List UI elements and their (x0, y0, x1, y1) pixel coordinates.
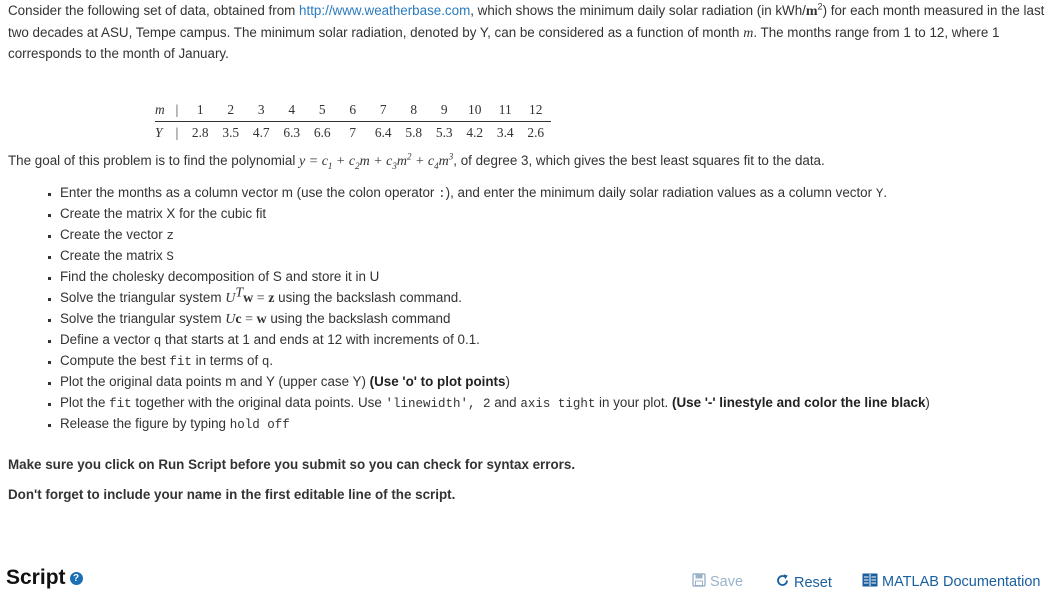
save-icon (692, 573, 706, 591)
intro-text-4: . The months range from 1 to 12, where 1 corresponds to the month of January. (8, 24, 1000, 61)
table-cell: 5.3 (435, 125, 453, 140)
table-cell: 3.4 (496, 125, 514, 140)
table-cell: 7 (368, 99, 399, 122)
help-icon[interactable]: ? (70, 572, 83, 585)
table-cell: 4.7 (252, 125, 270, 140)
list-item: ▪ Solve the triangular system UTw = z using the backslash command. (60, 287, 930, 308)
table-cell: 8 (399, 99, 430, 122)
reset-label: Reset (794, 574, 832, 591)
table-cell: 11 (490, 99, 521, 122)
table-cell: 2.8 (191, 125, 209, 140)
list-item: ▪ Plot the original data points m and Y (upper case Y) (Use 'o' to plot points) (60, 371, 930, 392)
goal-text-before: The goal of this problem is to find the polynomial (8, 153, 300, 168)
goal-sentence (8, 150, 825, 177)
table-row-values (155, 122, 551, 145)
intro-paragraph (8, 1, 1048, 65)
intro-text-1: Consider the following set of data, obtained from (8, 3, 300, 18)
documentation-label: MATLAB Documentation (882, 574, 1041, 590)
list-item: ▪ Release the figure by typing hold off (60, 413, 930, 434)
list-item: ▪ Solve the triangular system Uc = w using the backslash command (60, 308, 930, 329)
list-item: ▪ Plot the fit together with the original data points. Use 'linewidth', 2 and axis tight in your plot. (Use '-' linestyle and color the line black) (60, 392, 930, 413)
table-cell: 3.5 (222, 125, 240, 140)
matlab-documentation-link[interactable] (862, 573, 1041, 591)
table-cell: 2 (216, 99, 247, 122)
intro-text-3: ) for each month measured in the last two decades at ASU, Tempe campus. The minimum solar radiation, denoted by Y, can be considered as a function of month (8, 3, 1045, 40)
row-label-m: m (155, 99, 169, 122)
table-cell: 6.4 (374, 125, 392, 140)
unit-m: m (805, 4, 818, 19)
row-separator: | (169, 99, 185, 122)
table-cell: 5 (307, 99, 338, 122)
list-item: ▪ Compute the best fit in terms of q. (60, 350, 930, 371)
reset-button[interactable] (775, 573, 832, 592)
unit-exponent: 2 (817, 1, 823, 12)
refresh-icon (775, 573, 790, 592)
script-header (0, 560, 1053, 600)
data-table (155, 99, 551, 144)
table-cell: 3 (246, 99, 277, 122)
intro-text-2: , which shows the minimum daily solar radiation (in kWh/ (470, 3, 806, 18)
goal-text-after: , of degree 3, which gives the best least squares fit to the data. (453, 153, 825, 168)
name-note: Don't forget to include your name in the first editable line of the script. (8, 487, 456, 502)
list-item: ▪ Create the matrix S (60, 245, 930, 266)
data-table-wrapper (155, 99, 551, 144)
script-title: Script ? (6, 566, 83, 590)
table-cell: 6.3 (283, 125, 301, 140)
table-cell: 6.6 (313, 125, 331, 140)
table-cell: 1 (185, 99, 216, 122)
table-cell: 4.2 (466, 125, 484, 140)
list-item: ▪ Enter the months as a column vector m (use the colon operator :), and enter the minimum daily solar radiation values as a column vector Y. (60, 182, 930, 203)
list-item: ▪ Find the cholesky decomposition of S and store it in U (60, 266, 930, 287)
task-list (42, 182, 930, 434)
table-cell: 10 (460, 99, 491, 122)
polynomial-equation: $y = c_1 + c_2m + c_3m^2 + c_4m^3$ (299, 151, 454, 171)
table-row-months (155, 99, 551, 122)
list-item: ▪ Create the matrix X for the cubic fit (60, 203, 930, 224)
table-cell: 9 (429, 99, 460, 122)
weatherbase-link[interactable]: http://www.weatherbase.com (299, 3, 471, 18)
var-m: m (743, 25, 754, 41)
table-cell: 2.6 (527, 125, 545, 140)
table-cell: 6 (338, 99, 369, 122)
table-cell: 5.8 (405, 125, 423, 140)
save-label: Save (710, 574, 744, 590)
book-icon (862, 573, 878, 591)
list-item: ▪ Create the vector z (60, 224, 930, 245)
table-cell: 4 (277, 99, 308, 122)
row-label-y: Y (155, 125, 163, 140)
list-item: ▪ Define a vector q that starts at 1 and ends at 12 with increments of 0.1. (60, 329, 930, 350)
table-cell: 12 (521, 99, 552, 122)
table-cell: 7 (349, 125, 357, 140)
run-script-note: Make sure you click on Run Script before you submit so you can check for syntax errors. (8, 457, 576, 472)
row-separator: | (175, 125, 179, 140)
save-button[interactable] (692, 573, 743, 591)
